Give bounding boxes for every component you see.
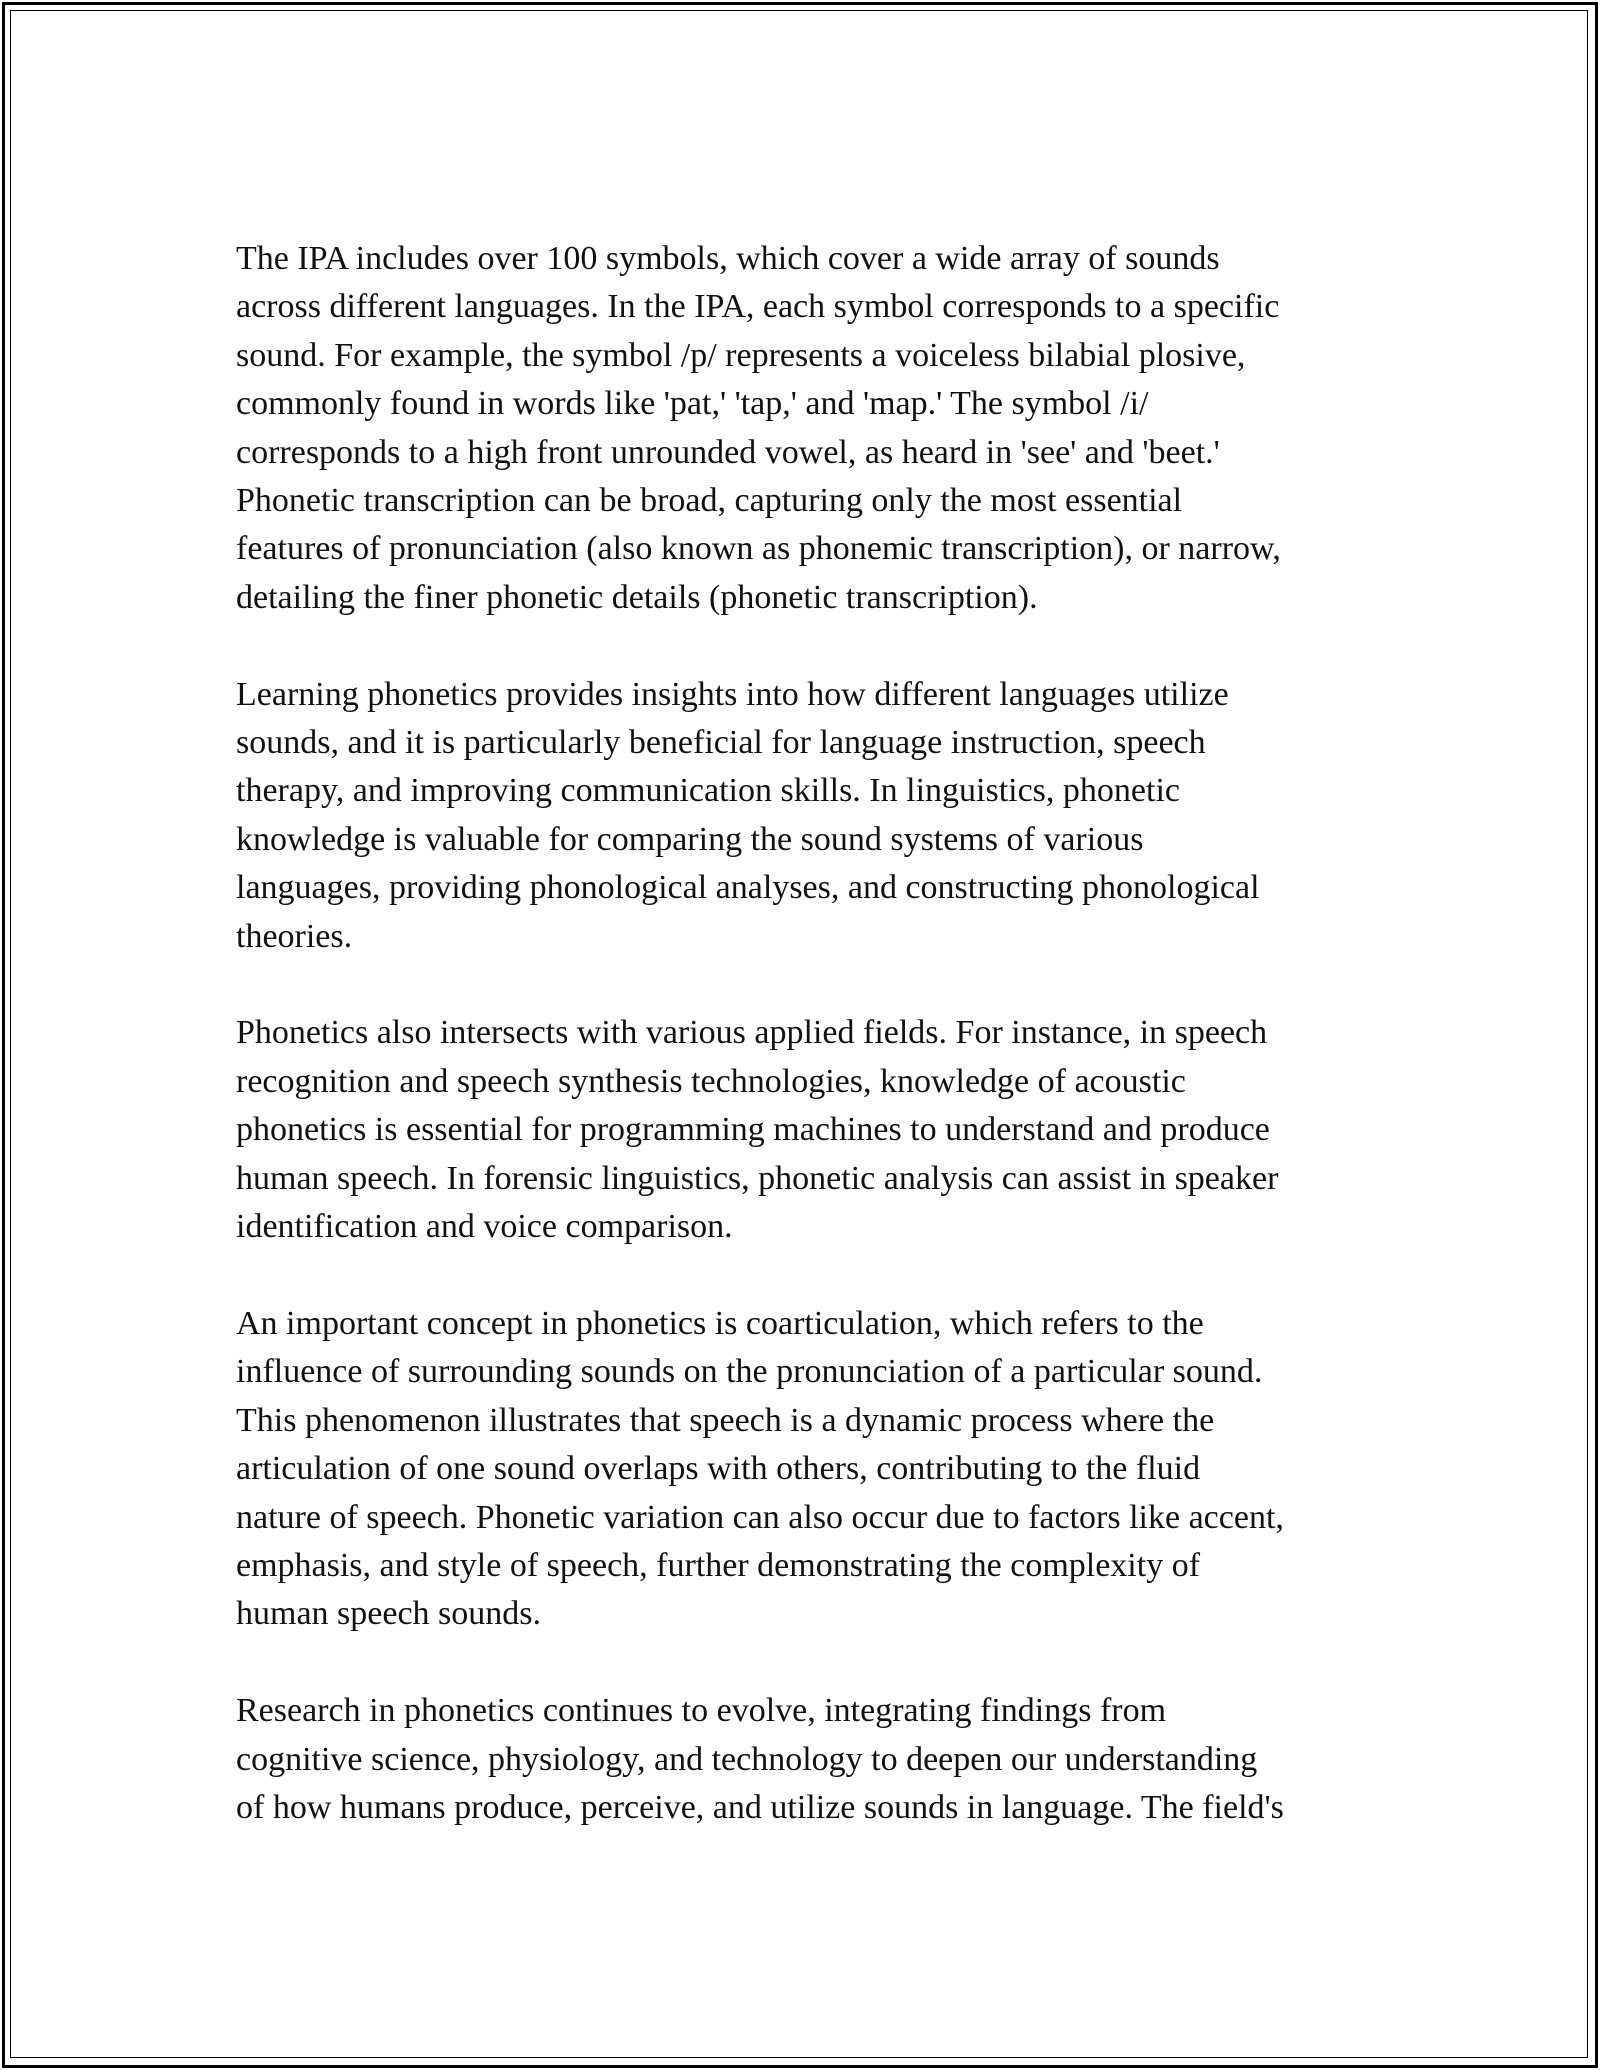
paragraph-ipa-symbols [236,235,1376,622]
paragraph-research [236,1687,1376,1832]
paragraph-coarticulation [236,1300,1376,1639]
text-line: influence of surrounding sounds on the pronunciation of a particular sound. [236,1353,1263,1391]
text-line: sound. For example, the symbol /p/ represents a voiceless bilabial plosive, [236,336,1246,374]
text-line: features of pronunciation (also known as phonemic transcription), or narrow, [236,530,1281,568]
text-line: recognition and speech synthesis technologies, knowledge of acoustic [236,1062,1186,1100]
text-line: The IPA includes over 100 symbols, which cover a wide array of sounds [236,240,1220,277]
text-line: emphasis, and style of speech, further demonstrating the complexity of [236,1546,1201,1584]
text-line: detailing the finer phonetic details (phonetic transcription). [236,578,1038,616]
text-line: nature of speech. Phonetic variation can also occur due to factors like accent, [236,1498,1284,1536]
paragraph-applied-fields [236,1009,1376,1251]
text-line: Learning phonetics provides insights into how different languages utilize [236,675,1229,713]
text-line: languages, providing phonological analyses, and constructing phonological [236,869,1260,907]
text-line: sounds, and it is particularly beneficial for language instruction, speech [236,724,1206,762]
text-line: Phonetics also intersects with various applied fields. For instance, in speech [236,1014,1268,1052]
text-line: theories. [236,917,353,955]
text-line: therapy, and improving communication skills. In linguistics, phonetic [236,772,1180,810]
text-line: identification and voice comparison. [236,1208,733,1246]
text-line: Phonetic transcription can be broad, capturing only the most essential [236,482,1183,520]
text-line: across different languages. In the IPA, each symbol corresponds to a specific [236,288,1280,326]
text-line: phonetics is essential for programming machines to understand and produce [236,1111,1270,1149]
text-line: human speech. In forensic linguistics, phonetic analysis can assist in speaker [236,1159,1279,1197]
text-line: An important concept in phonetics is coarticulation, which refers to the [236,1304,1204,1342]
text-line: Research in phonetics continues to evolve, integrating findings from [236,1692,1167,1730]
text-line: human speech sounds. [236,1595,542,1633]
text-line: cognitive science, physiology, and technology to deepen our understanding [236,1740,1258,1778]
text-line: knowledge is valuable for comparing the sound systems of various [236,820,1144,858]
text-line: corresponds to a high front unrounded vowel, as heard in 'see' and 'beet.' [236,433,1220,471]
text-line: This phenomenon illustrates that speech is a dynamic process where the [236,1401,1215,1439]
text-line: commonly found in words like 'pat,' 'tap,' and 'map.' The symbol /i/ [236,385,1149,423]
text-line: articulation of one sound overlaps with others, contributing to the fluid [236,1450,1201,1488]
paragraph-learning-phonetics [236,671,1376,961]
document-body [236,235,1376,1881]
text-line: of how humans produce, perceive, and utilize sounds in language. The field's [236,1788,1284,1826]
